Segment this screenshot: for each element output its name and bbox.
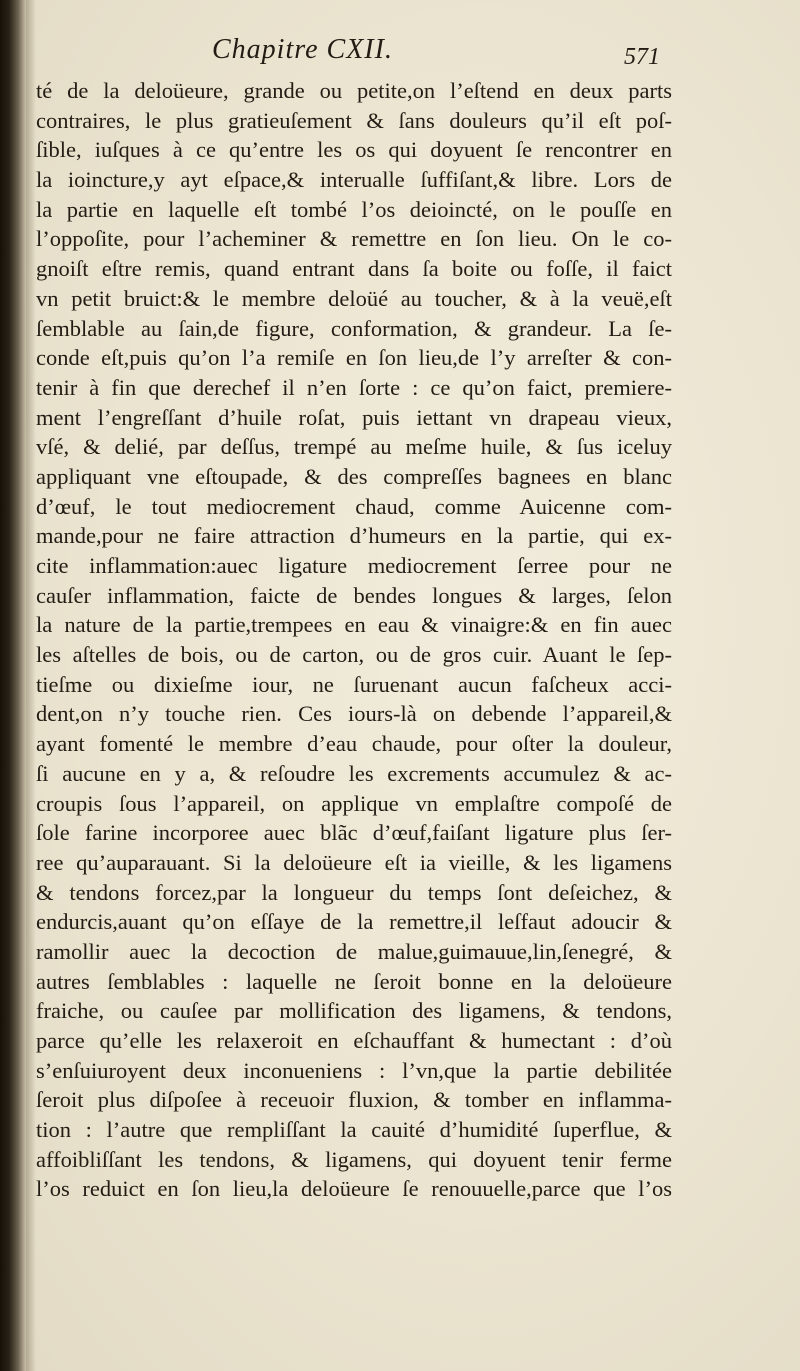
text-line: contraires, le plus gratieuſement & ſans douleurs qu’il eſt poſ- — [36, 107, 672, 133]
text-line: ramollir auec la decoction de malue,guimauue,lin,ſenegré, & — [36, 938, 672, 964]
text-line: tion : l’autre que rempliſſant la cauité d’humidité ſuperflue, & — [36, 1117, 672, 1143]
body-text — [36, 76, 672, 1204]
text-line: d’œuf, le tout mediocrement chaud, comme Auicenne com- — [36, 493, 672, 519]
text-line: ſeroit plus diſpoſee à receuoir fluxion, & tomber en inflamma- — [36, 1087, 672, 1113]
text-line: ſole farine incorporee auec blãc d’œuf,faiſant ligature plus ſer- — [36, 820, 672, 846]
text-line: affoibliſſant les tendons, & ligamens, qui doyuent tenir ferme — [36, 1146, 672, 1172]
book-spine-shadow — [0, 0, 26, 1371]
running-head — [0, 30, 800, 78]
text-line: autres ſemblables : laquelle ne ſeroit bonne en la deloüeure — [36, 968, 672, 994]
text-line: parce qu’elle les relaxeroit en eſchauffant & humectant : d’où — [36, 1028, 672, 1053]
text-line: dent,on n’y touche rien. Ces iours-là on debende l’appareil,& — [36, 701, 672, 727]
text-line: ſemblable au ſain,de figure, conformation, & grandeur. La ſe- — [36, 315, 672, 341]
text-line: ayant fomenté le membre d’eau chaude, pour oſter la douleur, — [36, 731, 672, 757]
text-line: l’os reduict en ſon lieu,la deloüeure ſe renouuelle,parce que l’os — [36, 1176, 672, 1202]
text-line: tieſme ou dixieſme iour, ne ſuruenant aucun faſcheux acci- — [36, 671, 672, 697]
text-line: cauſer inflammation, faicte de bendes longues & larges, ſelon — [36, 582, 672, 608]
text-line: l’oppoſite, pour l’acheminer & remettre en ſon lieu. On le co- — [36, 226, 672, 252]
text-line: gnoiſt eſtre remis, quand entrant dans ſa boite ou foſſe, il faict — [36, 256, 672, 282]
text-line: vn petit bruict:& le membre deloüé au toucher, & à la veuë,eſt — [36, 285, 672, 311]
text-line: appliquant vne eſtoupade, & des compreſſes bagnees en blanc — [36, 463, 672, 489]
text-line: té de la deloüeure, grande ou petite,on l’eſtend en deux parts — [36, 78, 672, 103]
text-line: ment l’engreſſant d’huile roſat, puis iettant vn drapeau vieux, — [36, 404, 672, 430]
text-line: les aſtelles de bois, ou de carton, ou de gros cuir. Auant le ſep- — [36, 642, 672, 668]
text-line: ſible, iuſques à ce qu’entre les os qui doyuent ſe rencontrer en — [36, 137, 672, 163]
text-line: s’enſuiuroyent deux inconueniens : l’vn,que la partie debilitée — [36, 1057, 672, 1083]
text-line: mande,pour ne faire attraction d’humeurs en la partie, qui ex- — [36, 523, 672, 549]
text-line: fraiche, ou cauſee par mollification des ligamens, & tendons, — [36, 998, 672, 1024]
text-line: vſé, & delié, par deſſus, trempé au meſme huile, & ſus iceluy — [36, 434, 672, 460]
page-number: 571 — [624, 44, 660, 70]
text-line: tenir à fin que derechef il n’en ſorte : ce qu’on faict, premiere- — [36, 374, 672, 400]
text-line: cite inflammation:auec ligature mediocrement ſerree pour ne — [36, 553, 672, 578]
text-line: la partie en laquelle eſt tombé l’os deioincté, on le pouſſe en — [36, 196, 672, 222]
text-line: croupis ſous l’appareil, on applique vn emplaſtre compoſé de — [36, 790, 672, 816]
text-line: endurcis,auant qu’on eſſaye de la remettre,il leſfaut adoucir & — [36, 909, 672, 935]
text-line: ree qu’auparauant. Si la deloüeure eſt ia vieille, & les ligamens — [36, 849, 672, 875]
text-line: ſi aucune en y a, & reſoudre les excrements accumulez & ac- — [36, 760, 672, 786]
text-line: & tendons forcez,par la longueur du temps ſont deſeichez, & — [36, 879, 672, 905]
chapter-title: Chapitre CXII. — [212, 34, 393, 65]
text-line: conde eſt,puis qu’on l’a remiſe en ſon lieu,de l’y arreſter & con- — [36, 345, 672, 371]
text-line: la nature de la partie,trempees en eau & vinaigre:& en fin auec — [36, 612, 672, 638]
gutter-shading — [26, 0, 36, 1371]
text-line: la ioincture,y ayt eſpace,& interualle ſuffiſant,& libre. Lors de — [36, 167, 672, 193]
